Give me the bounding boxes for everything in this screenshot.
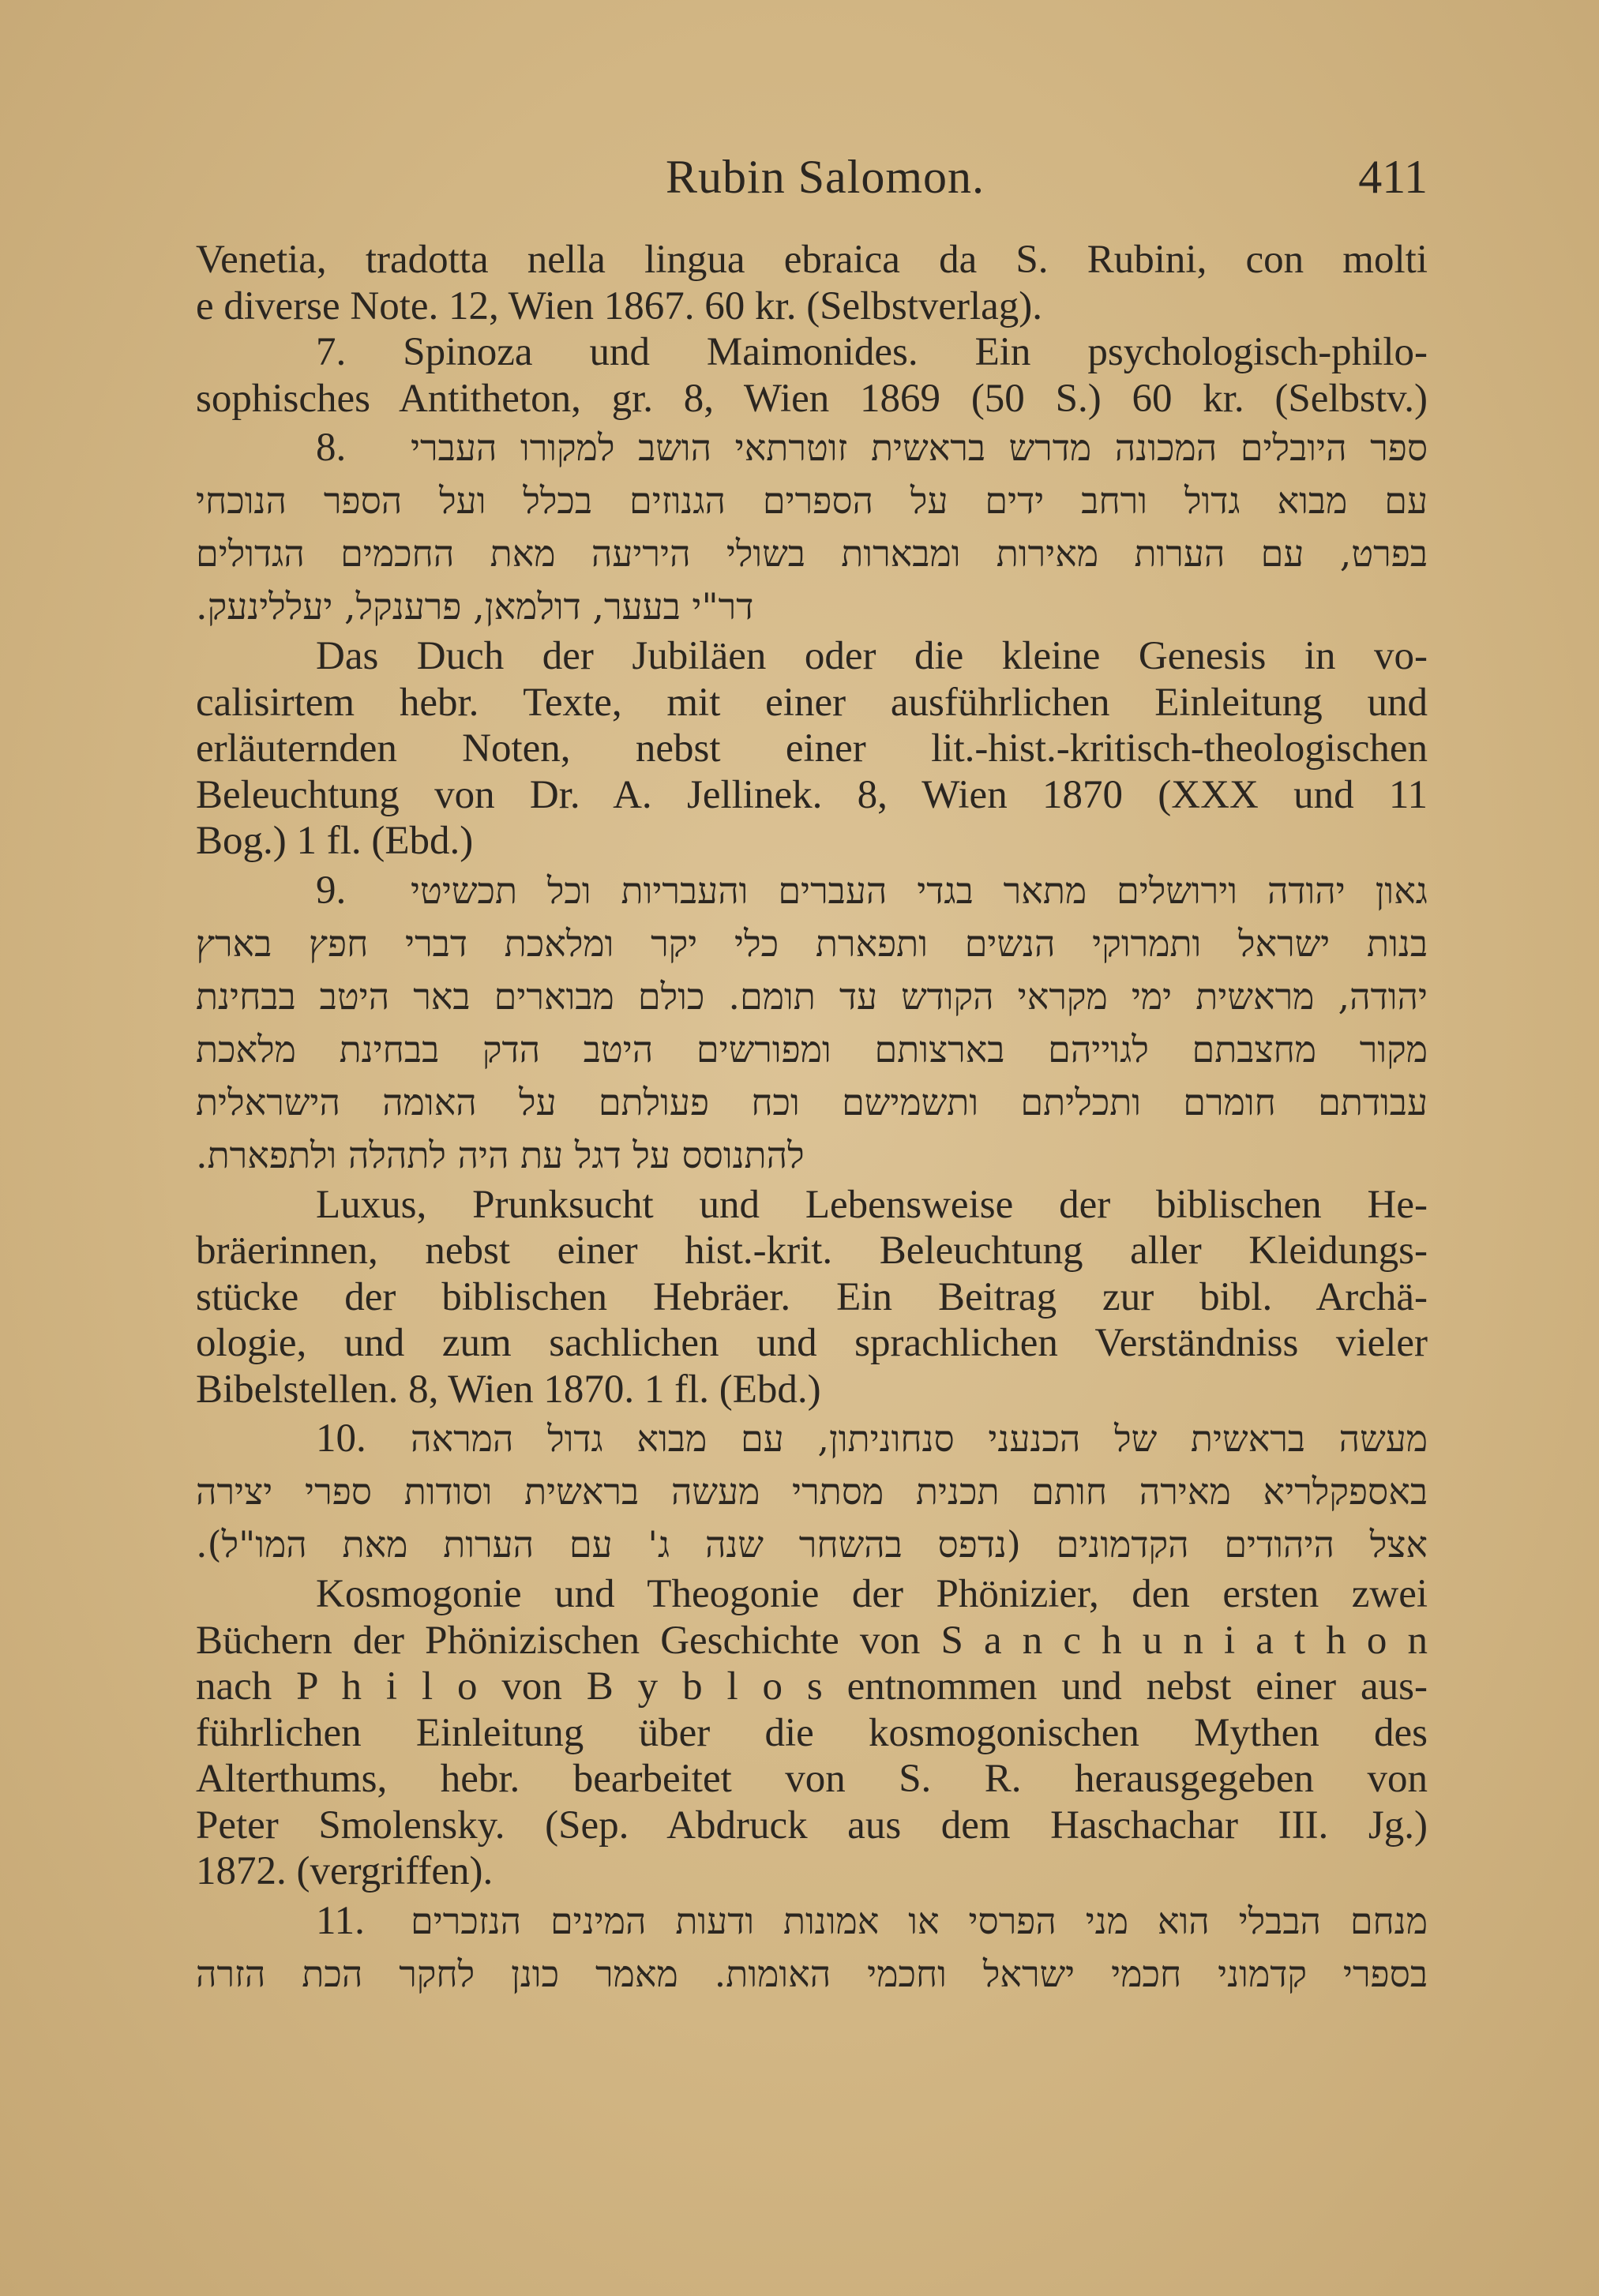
- hebrew-line: באספקלריא מאירה חותם תכנית מסתרי מעשה בראשית וסודות ספרי יצירה: [196, 1470, 1428, 1513]
- text-line: calisirtem hebr. Texte, mit einer ausführlichen Einleitung und: [196, 680, 1428, 725]
- entry-number: 10.: [316, 1416, 366, 1461]
- hebrew-line: להתנוסס על דגל עת היה לתהלה ולתפארת.: [196, 1133, 805, 1176]
- hebrew-line: גאון יהודה וירושלים מתאר בגדי העברים והעבריות וכל תכשיטי: [411, 869, 1428, 912]
- hebrew-line: בספרי קדמוני חכמי ישראל וחכמי האומות. מאמר כונן לחקר הכת הזרה: [196, 1952, 1428, 1995]
- text-line: Das Duch der Jubiläen oder die kleine Genesis in vo-: [316, 634, 1428, 678]
- entry-9: [196, 865, 1428, 1413]
- entry-8: [196, 422, 1428, 865]
- hebrew-first-line: [196, 1412, 1428, 1465]
- text-line: Beleuchtung von Dr. A. Jellinek. 8, Wien 1870 (XXX und 11: [196, 772, 1428, 817]
- hebrew-line: בנות ישראל ותמרוקי הנשים ותפארת כלי יקר ומלאכת דברי חפץ בארץ: [196, 921, 1428, 965]
- hebrew-line: דר"י בעער, דולמאן, פרענקל, יעללינעק.: [196, 585, 754, 628]
- text-line: sophisches Antitheton, gr. 8, Wien 1869 (50 S.) 60 kr. (Selbstv.): [196, 376, 1428, 421]
- hebrew-line: אצל היהודים הקדמונים (נדפס בהשחר שנה ג' עם הערות מאת המו"ל).: [196, 1523, 1428, 1566]
- hebrew-line: יהודה, מראשית ימי מקראי הקודש עד תומם. כולם מבוארים באר היטב בבחינת: [196, 974, 1428, 1018]
- text-line: Bog.) 1 fl. (Ebd.): [196, 819, 474, 863]
- hebrew-first-line: [196, 1895, 1428, 1948]
- entry-10: [196, 1412, 1428, 1895]
- text-line: Venetia, tradotta nella lingua ebraica da S. Rubini, con molti: [196, 238, 1428, 282]
- running-head: Rubin Salomon.: [666, 151, 985, 203]
- text-line: nach P h i l o von B y b l o s entnommen und nebst einer aus-: [196, 1664, 1428, 1709]
- text-line: Luxus, Prunksucht und Lebensweise der biblischen He-: [316, 1182, 1428, 1227]
- hebrew-first-line: [196, 865, 1428, 917]
- text-line: 1872. (vergriffen).: [196, 1849, 494, 1893]
- text-line: führlichen Einleitung über die kosmogonischen Mythen des: [196, 1710, 1428, 1755]
- page-header: [196, 150, 1428, 213]
- entry-number: 8.: [316, 426, 347, 470]
- text-line: erläuternden Noten, nebst einer lit.-hist.-kritisch-theologischen: [196, 726, 1428, 771]
- entry-7: [196, 329, 1428, 422]
- text-line: ologie, und zum sachlichen und sprachlichen Verständniss vieler: [196, 1321, 1428, 1365]
- hebrew-line: עם מבוא גדול ורחב ידים על הספרים הגנוזים בכלל ועל הספר הנוכחי: [196, 479, 1428, 522]
- hebrew-line: מנחם הבבלי הוא מני הפרסי או אמונות ודעות המינים הנזכרים: [411, 1899, 1428, 1942]
- hebrew-line: מקור מחצבתם לגוייהם בארצותם ומפורשים היטב הדק בבחינת מלאכת: [196, 1027, 1428, 1071]
- page-number: 411: [1358, 151, 1428, 203]
- text-line: e diverse Note. 12, Wien 1867. 60 kr. (Selbstverlag).: [196, 283, 1043, 328]
- text-line: Büchern der Phönizischen Geschichte von S a n c h u n i a t h o n: [196, 1618, 1428, 1663]
- text-line: Alterthums, hebr. bearbeitet von S. R. herausgegeben von: [196, 1757, 1428, 1801]
- text-line: Bibelstellen. 8, Wien 1870. 1 fl. (Ebd.): [196, 1367, 821, 1412]
- hebrew-first-line: [196, 422, 1428, 475]
- text-line: 7. Spinoza und Maimonides. Ein psychologisch-philo-: [316, 330, 1428, 374]
- hebrew-line: עבודתם חומרם ותכליתם ותשמישם וכח פעולתם על האומה הישראלית: [196, 1080, 1428, 1124]
- text-line: Kosmogonie und Theogonie der Phönizier, den ersten zwei: [316, 1572, 1428, 1616]
- entry-number: 9.: [316, 868, 347, 913]
- entry-continuation: [196, 237, 1428, 329]
- entry-11: [196, 1895, 1428, 2001]
- hebrew-line: מעשה בראשית של הכנעני סנחוניתון, עם מבוא גדול המראה: [411, 1417, 1428, 1460]
- text-line: Peter Smolensky. (Sep. Abdruck aus dem Haschachar III. Jg.): [196, 1803, 1428, 1848]
- hebrew-line: ספר היובלים המכונה מדרש בראשית זוטרתאי הושב למקורו העברי: [411, 426, 1428, 469]
- hebrew-line: בפרט, עם הערות מאירות ומבארות בשולי היריעה מאת החכמים הגדולים: [196, 532, 1428, 575]
- text-line: bräerinnen, nebst einer hist.-krit. Beleuchtung aller Kleidungs-: [196, 1229, 1428, 1273]
- entry-number: 11.: [316, 1898, 365, 1943]
- body-text: [196, 237, 1428, 2001]
- text-line: stücke der biblischen Hebräer. Ein Beitrag zur bibl. Archä-: [196, 1274, 1428, 1319]
